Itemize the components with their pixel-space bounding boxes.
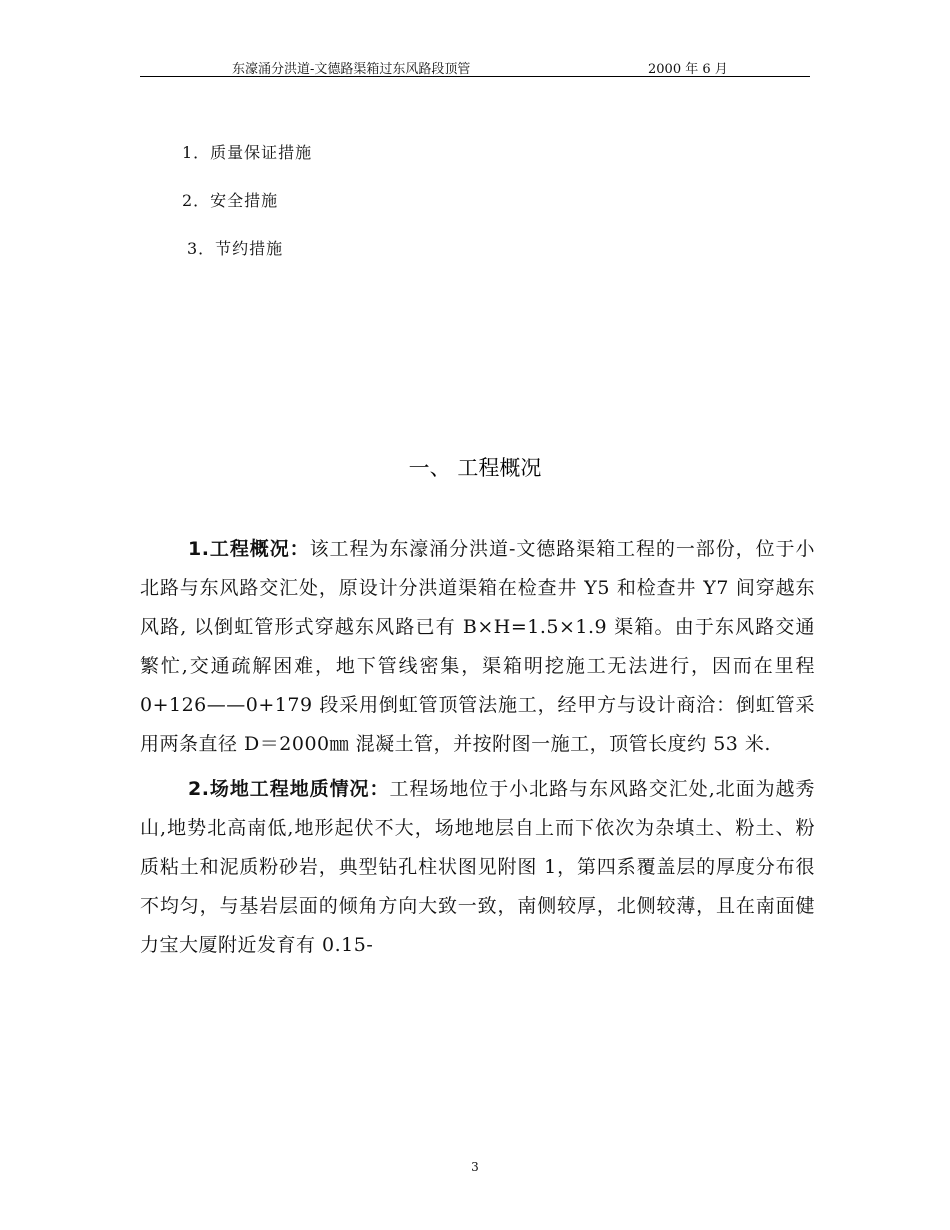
header-date: 2000 年 6 月	[648, 62, 728, 77]
toc-list	[182, 140, 312, 284]
paragraph	[140, 530, 815, 764]
paragraph	[140, 770, 815, 965]
toc-item: 3．节约措施	[187, 239, 284, 258]
paragraph-text: 工程场地位于小北路与东风路交汇处,北面为越秀山,地势北高南低,地形起伏不大，场地地层自上而下依次为杂填土、粉土、粉质粘土和泥质粉砂岩，典型钻孔柱状图见附图 1，第四系覆盖层的厚度分布很不均匀，与基岩层面的倾角方向大致一致，南侧较厚，北侧较薄，且在南面健力宝大厦附近发育有 0.15-	[140, 778, 815, 956]
page-number: 3	[471, 1160, 479, 1174]
header-title: 东濠涌分洪道-文德路渠箱过东风路段顶管	[232, 62, 471, 77]
toc-item: 1．质量保证措施	[182, 143, 313, 162]
section-title: 一、 工程概况	[408, 456, 542, 480]
body-text	[140, 530, 815, 965]
toc-item: 2．安全措施	[182, 191, 279, 210]
paragraph-lead: 2.场地工程地质情况：	[188, 778, 390, 800]
page-header	[140, 58, 810, 77]
paragraph-text: 该工程为东濠涌分洪道-文德路渠箱工程的一部份，位于小北路与东风路交汇处，原设计分洪道渠箱在检查井 Y5 和检查井 Y7 间穿越东风路, 以倒虹管形式穿越东风路已有 B×H=1.5×1.9 渠箱。由于东风路交通繁忙,交通疏解困难，地下管线密集，渠箱明挖施工无法进行，因而在里程 0+126——0+179 段采用倒虹管顶管法施工，经甲方与设计商洽：倒虹管采用两条直径 D＝2000㎜ 混凝土管，并按附图一施工，顶管长度约 53 米.	[140, 538, 815, 755]
paragraph-lead: 1.工程概况：	[188, 538, 310, 560]
